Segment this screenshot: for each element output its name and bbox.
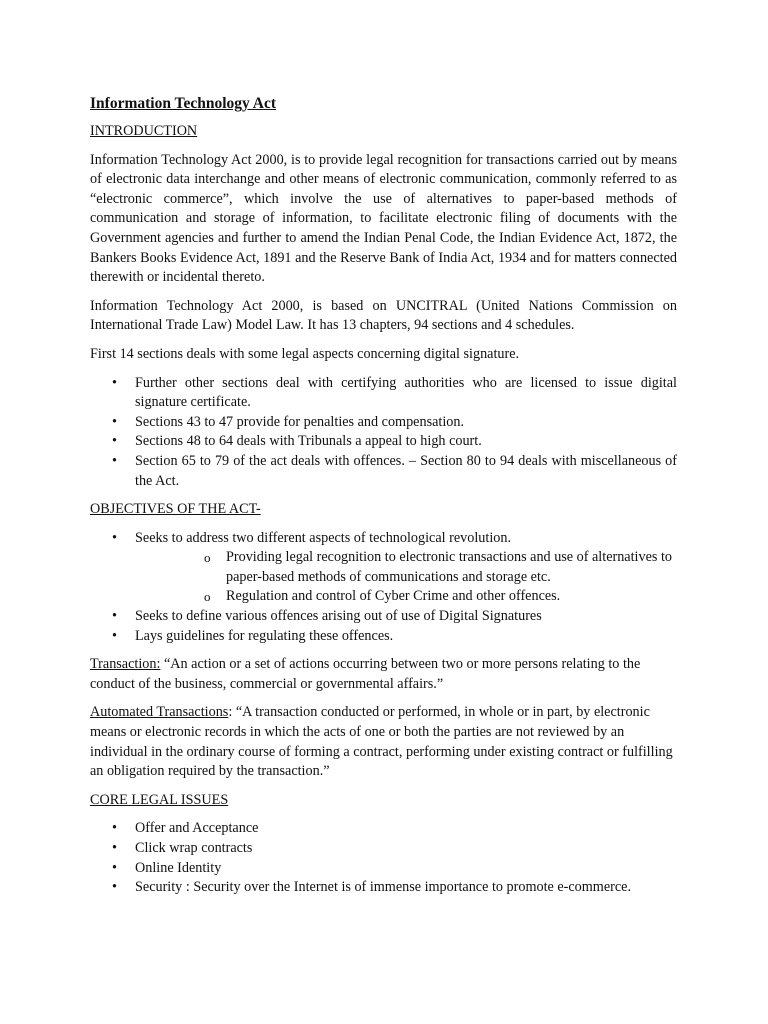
definition-term: Automated Transactions (90, 704, 229, 721)
intro-paragraph: First 14 sections deals with some legal aspects concerning digital signature. (90, 345, 520, 362)
list-item: • Section 65 to 79 of the act deals with offences. – Section 80 to 94 deals with miscellaneous of the Act. (90, 452, 677, 491)
list-item: • Security : Security over the Internet is of immense importance to promote e-commerce. (90, 878, 677, 898)
list-item: • Sections 48 to 64 deals with Tribunals a appeal to high court. (90, 432, 677, 452)
list-item-text: Seeks to address two different aspects of technological revolution. (135, 529, 511, 546)
list-item: • Online Identity (90, 859, 677, 879)
intro-paragraph: Information Technology Act 2000, is to provide legal recognition for transactions carried out by means of electronic data interchange and other means of electronic communication, commonly referred to as “electronic commerce”, which involve the use of alternatives to paper-based methods of communication and storage of information, to facilitate electronic filing of documents with the Government agencies and further to amend the Indian Penal Code, the Indian Evidence Act, 1872, the Bankers Books Evidence Act, 1891 and the Reserve Bank of India Act, 1934 and for matters connected therewith or incidental thereto. (90, 151, 677, 286)
intro-bullet-list (90, 374, 677, 492)
section-heading-introduction: INTRODUCTION (90, 123, 198, 139)
list-item: • Click wrap contracts (90, 839, 677, 859)
list-item: • Lays guidelines for regulating these offences. (90, 627, 677, 647)
list-item: • Sections 43 to 47 provide for penalties and compensation. (90, 413, 677, 433)
core-issues-list (90, 819, 677, 897)
definition-transaction (90, 655, 677, 694)
document-title: Information Technology Act (90, 95, 277, 112)
sub-list-item: o Regulation and control of Cyber Crime and other offences. (135, 587, 677, 607)
list-item: • Seeks to define various offences arising out of use of Digital Signatures (90, 607, 677, 627)
objectives-list (90, 529, 677, 647)
intro-paragraph: Information Technology Act 2000, is based on UNCITRAL (United Nations Commission on International Trade Law) Model Law. It has 13 chapters, 94 sections and 4 schedules. (90, 297, 677, 334)
list-item (90, 529, 677, 607)
definition-automated-transactions (90, 703, 677, 781)
definition-text: : “A transaction conducted or performed, in whole or in part, by electronic means or electronic records in which the acts of one or both the parties are not reviewed by an individual in the ordinary course of forming a contract, performing under existing contract or fulfilling an obligation required by the transaction.” (90, 704, 673, 780)
list-item: • Further other sections deal with certifying authorities who are licensed to issue digital signature certificate. (90, 374, 677, 413)
document-body (90, 94, 677, 907)
objectives-sub-list (135, 548, 677, 607)
definition-term: Transaction: (90, 656, 161, 673)
definition-text: “An action or a set of actions occurring between two or more persons relating to the conduct of the business, commercial or governmental affairs.” (90, 656, 641, 692)
list-item: • Offer and Acceptance (90, 819, 677, 839)
section-heading-core-legal-issues: CORE LEGAL ISSUES (90, 791, 229, 808)
sub-list-item: o Providing legal recognition to electronic transactions and use of alternatives to paper-based methods of communications and storage etc. (135, 548, 677, 587)
section-heading-objectives: OBJECTIVES OF THE ACT- (90, 501, 261, 518)
